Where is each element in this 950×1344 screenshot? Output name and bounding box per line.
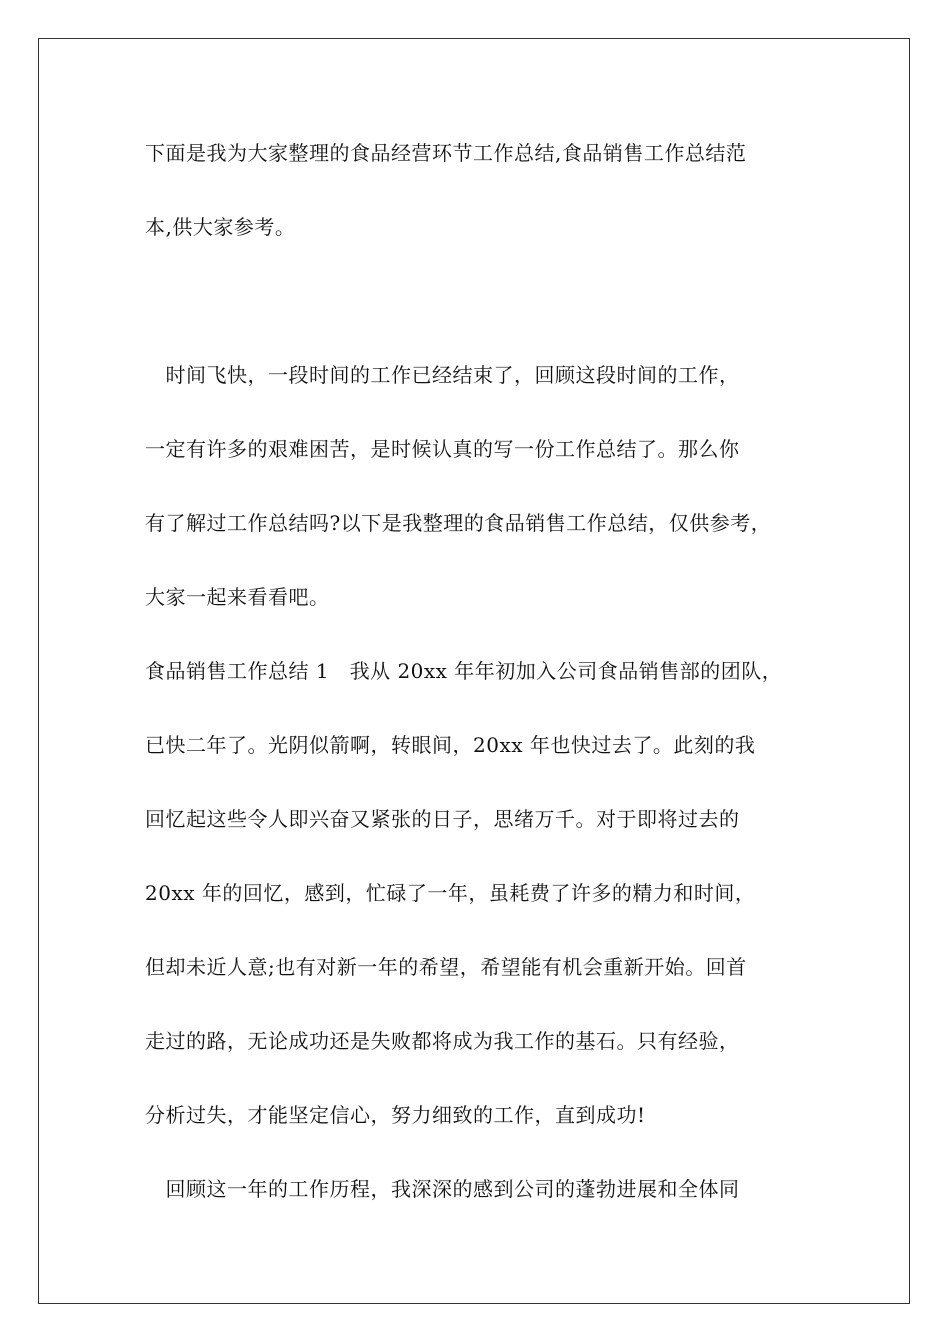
- text-line: 20xx 年的回忆，感到，忙碌了一年，虽耗费了许多的精力和时间，: [145, 881, 756, 905]
- text-line: 但却未近人意;也有对新一年的希望，希望能有机会重新开始。回首: [145, 955, 747, 979]
- text-line: 分析过失，才能坚定信心，努力细致的工作，直到成功!: [145, 1103, 646, 1127]
- text-line: 本,供大家参考。: [145, 215, 296, 239]
- text-line: 下面是我为大家整理的食品经营环节工作总结,食品销售工作总结范: [145, 141, 747, 165]
- text-line: 走过的路，无论成功还是失败都将成为我工作的基石。只有经验，: [145, 1029, 740, 1053]
- text-line: 一定有许多的艰难困苦，是时候认真的写一份工作总结了。那么你: [145, 437, 740, 461]
- text-line: 回顾这一年的工作历程，我深深的感到公司的蓬勃进展和全体同: [145, 1177, 740, 1201]
- text-line: 回忆起这些令人即兴奋又紧张的日子，思绪万千。对于即将过去的: [145, 807, 740, 831]
- text-line: 有了解过工作总结吗?以下是我整理的食品销售工作总结，仅供参考，: [145, 511, 772, 535]
- text-line: 食品销售工作总结 1 我从 20xx 年年初加入公司食品销售部的团队，: [145, 659, 783, 683]
- text-line: 已快二年了。光阴似箭啊，转眼间，20xx 年也快过去了。此刻的我: [145, 733, 756, 757]
- text-line: 时间飞快，一段时间的工作已经结束了，回顾这段时间的工作，: [145, 363, 740, 387]
- text-line: 大家一起来看看吧。: [145, 585, 330, 609]
